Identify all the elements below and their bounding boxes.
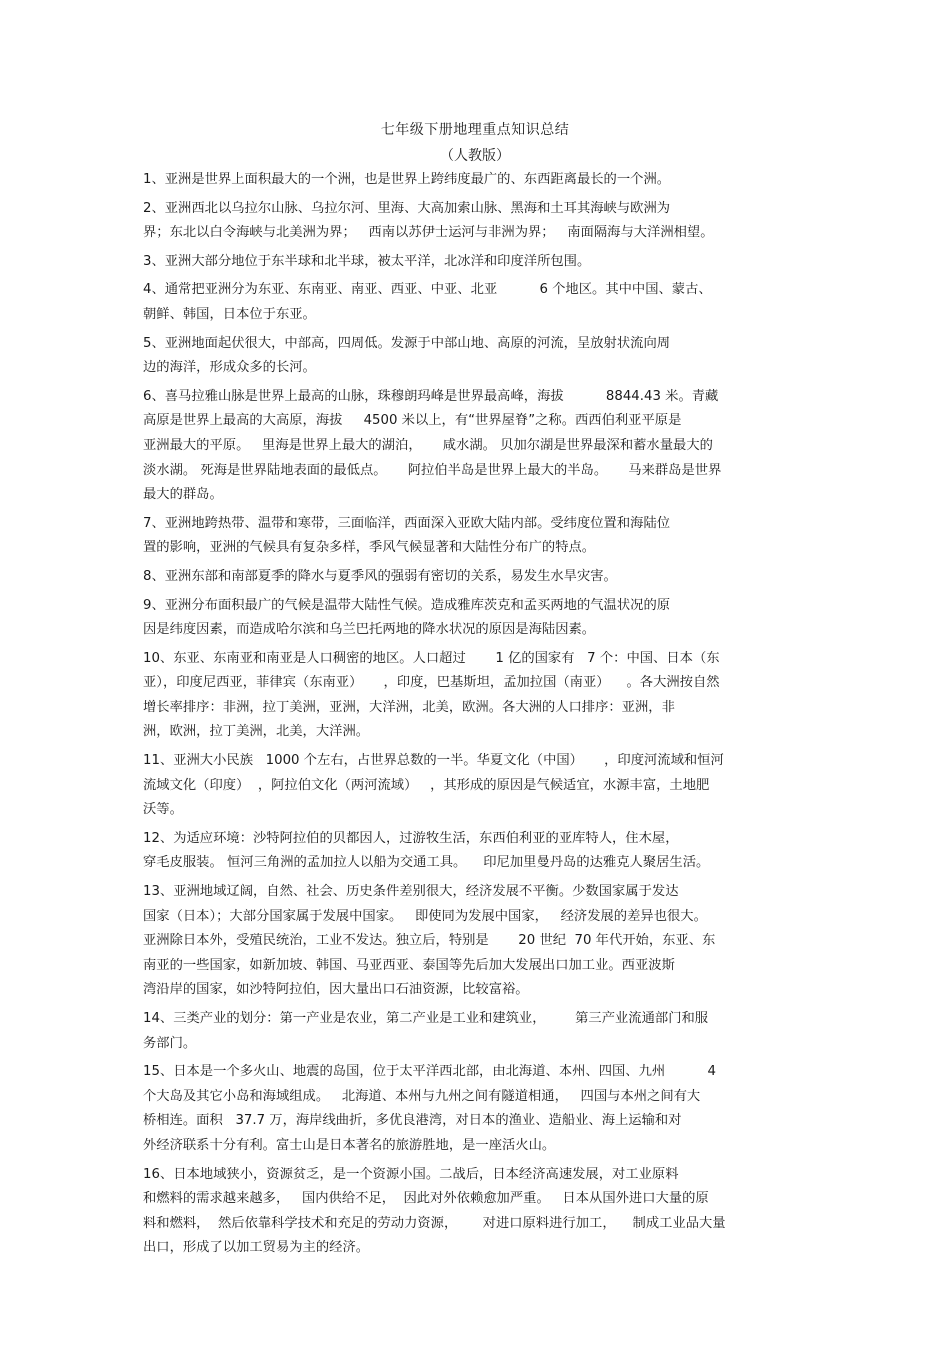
paragraph-line: 穿毛皮服装。 恒河三角洲的孟加拉人以船为交通工具。 印尼加里曼丹岛的达雅克人聚居生活。 xyxy=(143,855,710,871)
paragraph-line: 4、通常把亚洲分为东亚、东南亚、南亚、西亚、中亚、北亚 6 个地区。其中中国、蒙古、 xyxy=(143,282,712,298)
paragraph-14 xyxy=(143,1007,808,1056)
paragraph-4 xyxy=(143,278,808,327)
paragraph-line: 8、亚洲东部和南部夏季的降水与夏季风的强弱有密切的关系，易发生水旱灾害。 xyxy=(143,568,617,584)
paragraph-line: 湾沿岸的国家，如沙特阿拉伯，因大量出口石油资源，比较富裕。 xyxy=(143,982,529,998)
paragraph-line: 亚），印度尼西亚，菲律宾（东南亚） ，印度，巴基斯坦，孟加拉国（南亚） 。各大洲按自然 xyxy=(143,675,720,691)
paragraph-line: 13、亚洲地域辽阔，自然、社会、历史条件差别很大，经济发展不平衡。少数国家属于发达 xyxy=(143,884,679,900)
paragraph-7 xyxy=(143,512,808,561)
paragraph-line: 5、亚洲地面起伏很大，中部高，四周低。发源于中部山地、高原的河流，呈放射状流向周 xyxy=(143,335,671,351)
paragraph-line: 桥相连。面积 37.7 万，海岸线曲折，多优良港湾，对日本的渔业、造船业、海上运输和对 xyxy=(143,1113,682,1129)
paragraph-12 xyxy=(143,827,808,876)
paragraph-line: 6、喜马拉雅山脉是世界上最高的山脉，珠穆朗玛峰是世界最高峰，海拔 8844.43 米。青藏 xyxy=(143,388,719,404)
paragraph-16 xyxy=(143,1163,808,1261)
paragraph-line: 11、亚洲大小民族 1000 个左右，占世界总数的一半。华夏文化（中国） ，印度河流域和恒河 xyxy=(143,753,724,769)
paragraph-line: 16、日本地域狭小，资源贫乏，是一个资源小国。二战后，日本经济高速发展，对工业原料 xyxy=(143,1166,679,1182)
paragraph-line: 15、日本是一个多火山、地震的岛国，位于太平洋西北部，由北海道、本州、四国、九州 4 xyxy=(143,1064,716,1080)
paragraph-line: 淡水湖。 死海是世界陆地表面的最低点。 阿拉伯半岛是世界上最大的半岛。 马来群岛是世界 xyxy=(143,462,722,478)
paragraph-line: 10、东亚、东南亚和南亚是人口稠密的地区。人口超过 1 亿的国家有 7 个：中国、日本（东 xyxy=(143,650,720,666)
paragraph-line: 增长率排序：非洲，拉丁美洲，亚洲，大洋洲，北美，欧洲。各大洲的人口排序：亚洲，非 xyxy=(143,699,675,715)
paragraph-line: 外经济联系十分有利。富士山是日本著名的旅游胜地，是一座活火山。 xyxy=(143,1137,556,1153)
paragraph-3 xyxy=(143,250,808,275)
paragraph-line: 3、亚洲大部分地位于东半球和北半球，被太平洋，北冰洋和印度洋所包围。 xyxy=(143,253,591,269)
document-subtitle: （人教版） xyxy=(440,148,510,164)
paragraph-5 xyxy=(143,332,808,381)
paragraph-line: 边的海洋，形成众多的长河。 xyxy=(143,360,316,376)
paragraph-line: 料和燃料， 然后依靠科学技术和充足的劳动力资源， 对进口原料进行加工， 制成工业品大量 xyxy=(143,1215,726,1231)
paragraph-line: 洲，欧洲，拉丁美洲，北美，大洋洲。 xyxy=(143,724,370,740)
paragraph-9 xyxy=(143,594,808,643)
paragraph-13 xyxy=(143,880,808,1003)
paragraph-15 xyxy=(143,1060,808,1158)
paragraph-line: 和燃料的需求越来越多， 国内供给不足， 因此对外依赖愈加严重。 日本从国外进口大量的原 xyxy=(143,1191,709,1207)
paragraph-line: 14、三类产业的划分：第一产业是农业，第二产业是工业和建筑业， 第三产业流通部门和服 xyxy=(143,1011,709,1026)
paragraph-line: 务部门。 xyxy=(143,1035,197,1051)
paragraph-line: 1、亚洲是世界上面积最大的一个洲，也是世界上跨纬度最广的、东西距离最长的一个洲。 xyxy=(143,172,671,187)
paragraph-line: 最大的群岛。 xyxy=(143,487,223,503)
paragraph-line: 流域文化（印度） ，阿拉伯文化（两河流域） ，其形成的原因是气候适宜，水源丰富，土地肥 xyxy=(143,777,710,793)
paragraph-line: 亚洲除日本外，受殖民统治，工业不发达。独立后，特别是 20 世纪 70 年代开始，东亚、东 xyxy=(143,933,716,949)
paragraph-line: 朝鲜、韩国，日本位于东亚。 xyxy=(143,306,316,322)
paragraph-line: 亚洲最大的平原。 里海是世界上最大的湖泊， 咸水湖。 贝加尔湖是世界最深和蓄水量最大的 xyxy=(143,437,713,453)
paragraph-line: 个大岛及其它小岛和海域组成。 北海道、本州与九州之间有隧道相通， 四国与本州之间有大 xyxy=(143,1088,701,1104)
paragraph-line: 7、亚洲地跨热带、温带和寒带，三面临洋，西面深入亚欧大陆内部。受纬度位置和海陆位 xyxy=(143,515,671,531)
paragraph-line: 置的影响，亚洲的气候具有复杂多样，季风气候显著和大陆性分布广的特点。 xyxy=(143,540,596,556)
paragraph-line: 沃等。 xyxy=(143,802,183,818)
paragraph-line: 12、为适应环境：沙特阿拉伯的贝都因人，过游牧生活，东西伯利亚的亚库特人，住木屋， xyxy=(143,830,679,846)
paragraph-line: 界；东北以白令海峡与北美洲为界； 西南以苏伊士运河与非洲为界； 南面隔海与大洋洲相望。 xyxy=(143,225,714,241)
paragraph-line: 南亚的一些国家，如新加坡、韩国、马亚西亚、泰国等先后加大发展出口加工业。西亚波斯 xyxy=(143,957,675,973)
paragraph-1 xyxy=(143,168,808,193)
paragraph-line: 国家（日本）；大部分国家属于发展中国家。 即使同为发展中国家， 经济发展的差异也很大。 xyxy=(143,908,707,924)
paragraph-line: 9、亚洲分布面积最广的气候是温带大陆性气候。造成雅库茨克和孟买两地的气温状况的原 xyxy=(143,597,671,613)
document-body xyxy=(143,168,808,1265)
paragraph-line: 因是纬度因素，而造成哈尔滨和乌兰巴托两地的降水状况的原因是海陆因素。 xyxy=(143,622,596,638)
document-title: 七年级下册地理重点知识总结 xyxy=(380,122,570,138)
paragraph-10 xyxy=(143,647,808,745)
paragraph-6 xyxy=(143,385,808,508)
paragraph-8 xyxy=(143,565,808,590)
paragraph-11 xyxy=(143,749,808,823)
paragraph-line: 高原是世界上最高的大高原，海拔 4500 米以上，有“世界屋脊”之称。西西伯利亚平原是 xyxy=(143,413,682,429)
paragraph-line: 2、亚洲西北以乌拉尔山脉、乌拉尔河、里海、大高加索山脉、黑海和土耳其海峡与欧洲为 xyxy=(143,200,671,216)
paragraph-line: 出口，形成了以加工贸易为主的经济。 xyxy=(143,1240,370,1256)
paragraph-2 xyxy=(143,197,808,246)
